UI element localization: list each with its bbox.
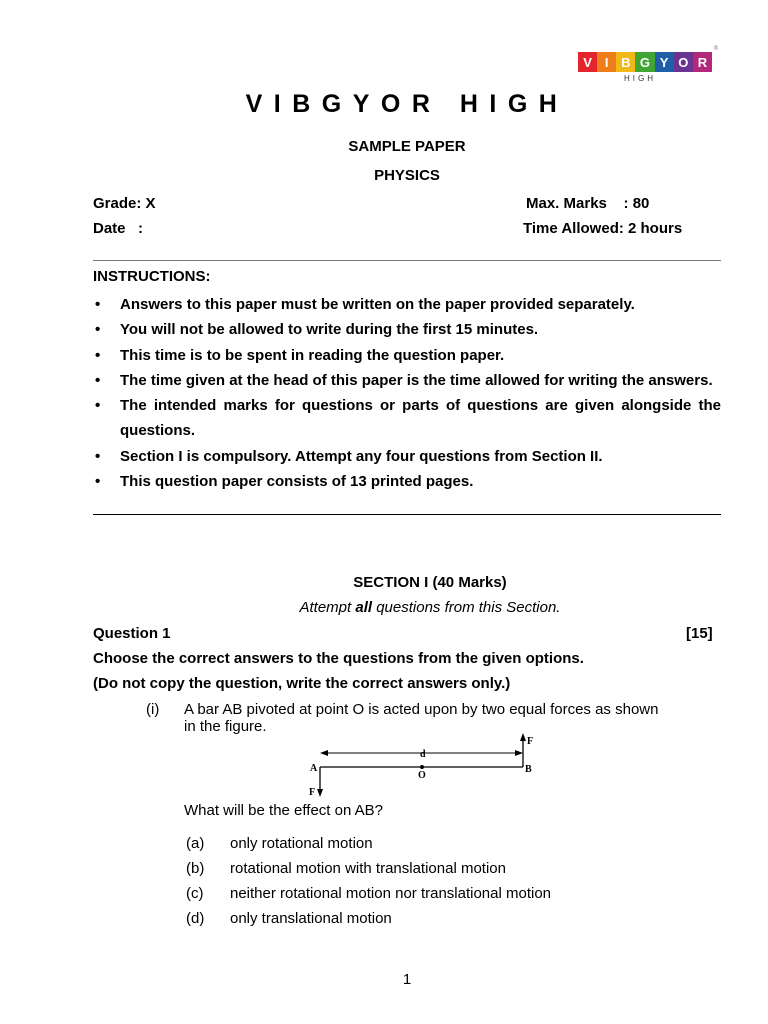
instruction-text: This question paper consists of 13 printed pages. xyxy=(120,473,474,491)
instruction-item xyxy=(93,292,721,317)
instruction-text: Section I is compulsory. Attempt any four questions from Section II. xyxy=(120,447,603,465)
time-allowed-label: Time Allowed: 2 hours xyxy=(523,220,683,237)
logo-letter: Y xyxy=(655,52,674,72)
subject-title: PHYSICS xyxy=(374,167,440,184)
logo-letter: R xyxy=(693,52,712,72)
bullet-icon: • xyxy=(95,447,101,465)
instruction-item xyxy=(93,343,721,368)
arrow-down-icon xyxy=(317,789,323,797)
vibgyor-logo xyxy=(578,46,718,85)
logo-letter: B xyxy=(616,52,635,72)
instruction-item xyxy=(93,444,721,469)
instruction-item xyxy=(93,317,721,342)
logo-letter: I xyxy=(597,52,616,72)
bullet-icon: • xyxy=(95,321,101,339)
part-text-line2: in the figure. xyxy=(184,718,267,735)
section-sub-after: questions from this Section. xyxy=(372,599,561,616)
section-subtitle xyxy=(0,599,768,616)
arrow-right-icon xyxy=(515,750,523,756)
section-sub-before: Attempt xyxy=(299,599,356,616)
option-text: only rotational motion xyxy=(230,835,373,852)
bullet-icon: • xyxy=(95,296,101,313)
bullet-icon: • xyxy=(95,371,101,389)
grade-label: Grade: X xyxy=(93,195,156,212)
option-text: rotational motion with translational motion xyxy=(230,860,506,877)
label-f-top: F xyxy=(527,736,534,747)
option-text: neither rotational motion nor translational motion xyxy=(230,885,552,902)
page-number: 1 xyxy=(402,971,412,988)
question-marks: [15] xyxy=(686,625,713,642)
bullet-icon: • xyxy=(95,473,101,491)
instructions-divider xyxy=(93,514,721,515)
label-d: d xyxy=(420,749,426,760)
instruction-text: You will not be allowed to write during the first 15 minutes. xyxy=(120,321,539,339)
logo-letter: V xyxy=(578,52,597,72)
option-letter: (d) xyxy=(186,910,205,927)
label-b: B xyxy=(525,764,532,775)
max-marks-label: Max. Marks : 80 xyxy=(526,195,650,212)
instruction-text: The time given at the head of this paper is the time allowed for writing the answers. xyxy=(120,371,713,389)
instruction-item xyxy=(93,393,721,444)
section-sub-emphasis: all xyxy=(355,599,373,616)
instruction-item xyxy=(93,368,721,393)
logo-letter: G xyxy=(635,52,654,72)
arrow-left-icon xyxy=(320,750,328,756)
date-label: Date : xyxy=(93,220,144,237)
school-title: VIBGYOR HIGH xyxy=(245,90,569,118)
part-number: (i) xyxy=(146,701,160,718)
label-a: A xyxy=(310,763,318,774)
arrow-up-icon xyxy=(520,733,526,741)
logo-letter: O xyxy=(674,52,693,72)
instructions-list xyxy=(93,292,721,494)
logo-letters xyxy=(578,52,712,72)
logo-subtitle: HIGH xyxy=(624,74,656,83)
bullet-icon: • xyxy=(95,397,101,415)
instructions-heading: INSTRUCTIONS: xyxy=(93,268,211,285)
option-text: only translational motion xyxy=(230,910,392,927)
registered-mark: ® xyxy=(713,46,718,52)
option-letter: (a) xyxy=(186,835,205,852)
label-f-bottom: F xyxy=(309,787,316,798)
part-text-line1: A bar AB pivoted at point O is acted upon by two equal forces as shown xyxy=(184,701,659,718)
paper-title: SAMPLE PAPER xyxy=(348,138,466,155)
option-letter: (b) xyxy=(186,860,205,877)
instruction-text: The intended marks for questions or parts of questions are given alongside the questions. xyxy=(120,397,721,440)
label-o: O xyxy=(418,770,426,781)
option-letter: (c) xyxy=(186,885,204,902)
bullet-icon: • xyxy=(95,346,101,364)
header-divider xyxy=(93,260,721,261)
part-question: What will be the effect on AB? xyxy=(184,802,384,819)
pivot-point xyxy=(420,765,424,769)
question-instruction: Choose the correct answers to the questions from the given options. xyxy=(93,650,584,667)
instruction-item xyxy=(93,469,721,494)
lever-figure xyxy=(300,730,550,800)
section-title: SECTION I (40 Marks) xyxy=(353,574,507,591)
instruction-text: This time is to be spent in reading the question paper. xyxy=(120,346,505,364)
question-label: Question 1 xyxy=(93,625,171,642)
question-note: (Do not copy the question, write the correct answers only.) xyxy=(93,675,511,692)
instruction-text: Answers to this paper must be written on the paper provided separately. xyxy=(120,296,635,313)
